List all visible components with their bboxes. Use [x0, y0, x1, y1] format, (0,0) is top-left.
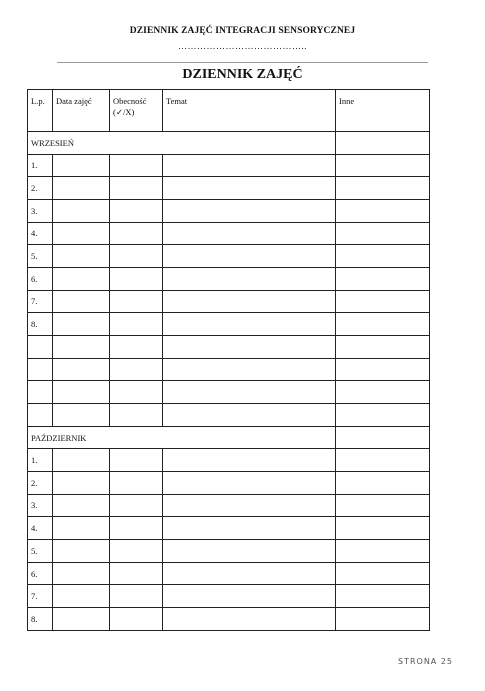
topic-cell[interactable] [163, 245, 336, 268]
date-cell[interactable] [53, 404, 110, 427]
row-number-cell: 5. [28, 245, 53, 268]
table-row [28, 336, 430, 359]
topic-cell[interactable] [163, 199, 336, 222]
other-cell[interactable] [336, 267, 430, 290]
table-row [28, 585, 430, 608]
row-number-cell: 8. [28, 608, 53, 631]
row-number-cell [28, 404, 53, 427]
table-row [28, 449, 430, 472]
other-cell[interactable] [336, 313, 430, 336]
attendance-cell[interactable] [110, 336, 163, 359]
other-cell[interactable] [336, 358, 430, 381]
topic-cell[interactable] [163, 471, 336, 494]
row-number-cell: 2. [28, 177, 53, 200]
topic-cell[interactable] [163, 517, 336, 540]
topic-cell[interactable] [163, 540, 336, 563]
table-row [28, 608, 430, 631]
row-number-cell: 2. [28, 471, 53, 494]
date-cell[interactable] [53, 471, 110, 494]
table-row [28, 290, 430, 313]
attendance-cell[interactable] [110, 177, 163, 200]
date-cell[interactable] [53, 585, 110, 608]
table-header-row [28, 90, 430, 132]
column-header-attendance [110, 90, 163, 132]
other-cell[interactable] [336, 449, 430, 472]
other-cell[interactable] [336, 585, 430, 608]
table-row [28, 358, 430, 381]
attendance-cell[interactable] [110, 358, 163, 381]
row-number-cell: 7. [28, 290, 53, 313]
attendance-cell[interactable] [110, 154, 163, 177]
attendance-cell[interactable] [110, 267, 163, 290]
topic-cell[interactable] [163, 290, 336, 313]
table-row [28, 562, 430, 585]
month-section-row [28, 426, 430, 449]
topic-cell[interactable] [163, 336, 336, 359]
month-section-row [28, 132, 430, 155]
attendance-cell[interactable] [110, 585, 163, 608]
table-row [28, 177, 430, 200]
other-cell[interactable] [336, 177, 430, 200]
date-cell[interactable] [53, 290, 110, 313]
other-cell[interactable] [336, 404, 430, 427]
attendance-label: Obecność [113, 96, 147, 106]
month-other-cell[interactable] [336, 132, 430, 155]
table-row [28, 517, 430, 540]
topic-cell[interactable] [163, 222, 336, 245]
other-cell[interactable] [336, 517, 430, 540]
other-cell[interactable] [336, 336, 430, 359]
other-cell[interactable] [336, 199, 430, 222]
other-cell[interactable] [336, 245, 430, 268]
table-row [28, 540, 430, 563]
month-other-cell[interactable] [336, 426, 430, 449]
header-divider [57, 62, 428, 63]
attendance-cell[interactable] [110, 290, 163, 313]
column-header-topic: Temat [163, 90, 336, 132]
row-number-cell: 7. [28, 585, 53, 608]
date-cell[interactable] [53, 245, 110, 268]
other-cell[interactable] [336, 222, 430, 245]
row-number-cell: 5. [28, 540, 53, 563]
other-cell[interactable] [336, 562, 430, 585]
date-cell[interactable] [53, 608, 110, 631]
table-row [28, 267, 430, 290]
topic-cell[interactable] [163, 267, 336, 290]
row-number-cell: 1. [28, 449, 53, 472]
date-cell[interactable] [53, 494, 110, 517]
table-row [28, 222, 430, 245]
table-row [28, 471, 430, 494]
document-header-title: DZIENNIK ZAJĘĆ INTEGRACJI SENSORYCZNEJ [129, 26, 356, 36]
row-number-cell: 4. [28, 222, 53, 245]
row-number-cell: 4. [28, 517, 53, 540]
column-header-date: Data zajęć [53, 90, 110, 132]
topic-cell[interactable] [163, 154, 336, 177]
topic-cell[interactable] [163, 494, 336, 517]
table-row [28, 381, 430, 404]
page-number: STRONA 25 [398, 657, 453, 666]
row-number-cell [28, 336, 53, 359]
date-cell[interactable] [53, 313, 110, 336]
attendance-cell[interactable] [110, 313, 163, 336]
date-cell[interactable] [53, 449, 110, 472]
date-cell[interactable] [53, 517, 110, 540]
attendance-cell[interactable] [110, 494, 163, 517]
other-cell[interactable] [336, 494, 430, 517]
date-cell[interactable] [53, 222, 110, 245]
class-log-table [27, 89, 430, 631]
date-cell[interactable] [53, 154, 110, 177]
attendance-cell[interactable] [110, 245, 163, 268]
other-cell[interactable] [336, 154, 430, 177]
topic-cell[interactable] [163, 358, 336, 381]
date-cell[interactable] [53, 336, 110, 359]
table-row [28, 313, 430, 336]
attendance-cell[interactable] [110, 562, 163, 585]
other-cell[interactable] [336, 381, 430, 404]
table-row [28, 154, 430, 177]
month-label: WRZESIEŃ [28, 132, 336, 155]
date-cell[interactable] [53, 267, 110, 290]
date-cell[interactable] [53, 562, 110, 585]
attendance-cell[interactable] [110, 381, 163, 404]
row-number-cell: 1. [28, 154, 53, 177]
attendance-cell[interactable] [110, 404, 163, 427]
date-cell[interactable] [53, 358, 110, 381]
column-header-other: Inne [336, 90, 430, 132]
row-number-cell [28, 381, 53, 404]
row-number-cell: 6. [28, 562, 53, 585]
month-label: PAŹDZIERNIK [28, 426, 336, 449]
other-cell[interactable] [336, 471, 430, 494]
table-row [28, 199, 430, 222]
date-cell[interactable] [53, 177, 110, 200]
header-name-blank: ………………………………….. [178, 41, 307, 51]
topic-cell[interactable] [163, 585, 336, 608]
page-title: DZIENNIK ZAJĘĆ [182, 67, 303, 82]
attendance-cell[interactable] [110, 222, 163, 245]
row-number-cell: 6. [28, 267, 53, 290]
attendance-cell[interactable] [110, 540, 163, 563]
other-cell[interactable] [336, 290, 430, 313]
attendance-cell[interactable] [110, 199, 163, 222]
table-row [28, 404, 430, 427]
topic-cell[interactable] [163, 562, 336, 585]
topic-cell[interactable] [163, 177, 336, 200]
column-header-lp: L.p. [28, 90, 53, 132]
attendance-legend: (✓/X) [113, 107, 135, 117]
attendance-cell[interactable] [110, 517, 163, 540]
row-number-cell: 3. [28, 199, 53, 222]
topic-cell[interactable] [163, 313, 336, 336]
date-cell[interactable] [53, 199, 110, 222]
other-cell[interactable] [336, 608, 430, 631]
attendance-cell[interactable] [110, 449, 163, 472]
date-cell[interactable] [53, 381, 110, 404]
table-body [28, 132, 430, 631]
row-number-cell [28, 358, 53, 381]
date-cell[interactable] [53, 540, 110, 563]
table-row [28, 494, 430, 517]
other-cell[interactable] [336, 540, 430, 563]
row-number-cell: 8. [28, 313, 53, 336]
topic-cell[interactable] [163, 449, 336, 472]
topic-cell[interactable] [163, 608, 336, 631]
attendance-cell[interactable] [110, 608, 163, 631]
topic-cell[interactable] [163, 404, 336, 427]
row-number-cell: 3. [28, 494, 53, 517]
topic-cell[interactable] [163, 381, 336, 404]
attendance-cell[interactable] [110, 471, 163, 494]
table-row [28, 245, 430, 268]
